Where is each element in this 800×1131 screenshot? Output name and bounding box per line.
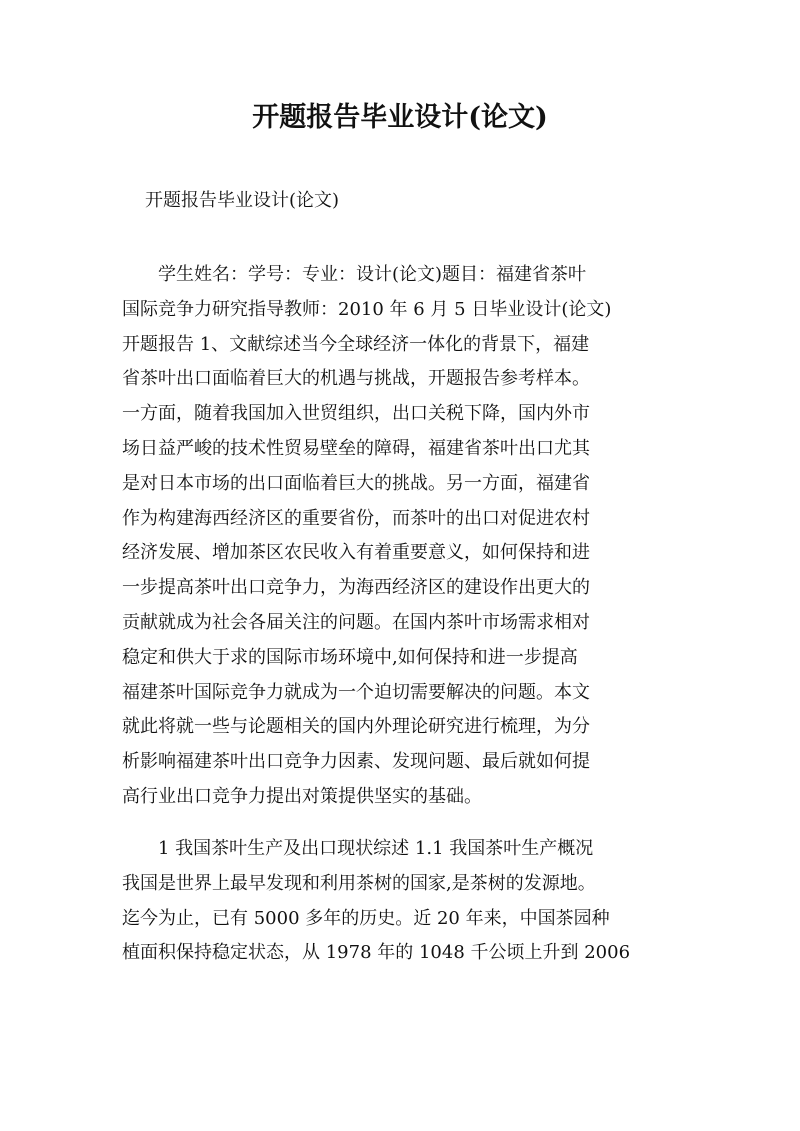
text-line: 高行业出口竞争力提出对策提供坚实的基础。 [122, 785, 482, 807]
text-line: 贡献就成为社会各届关注的问题。在国内茶叶市场需求相对 [122, 611, 590, 633]
text-line: 学生姓名：学号：专业：设计(论文)题目：福建省茶叶 [122, 264, 587, 285]
text-line: 省茶叶出口面临着巨大的机遇与挑战，开题报告参考样本。 [122, 368, 590, 390]
text-line: 作为构建海西经济区的重要省份，而茶叶的出口对促进农村 [122, 507, 590, 529]
paragraph-tea-production [122, 832, 682, 971]
text-line: 我国是世界上最早发现和利用茶树的国家,是茶树的发源地。 [122, 872, 596, 894]
text-line: 一步提高茶叶出口竞争力，为海西经济区的建设作出更大的 [122, 577, 590, 599]
text-line: 经济发展、增加茶区农民收入有着重要意义，如何保持和进 [122, 542, 590, 564]
document-subtitle: 开题报告毕业设计(论文) [145, 190, 340, 211]
text-line: 稳定和供大于求的国际市场环境中,如何保持和进一步提高 [122, 646, 578, 668]
document-title: 开题报告毕业设计(论文) [252, 102, 548, 133]
text-line: 开题报告 1、文献综述当今全球经济一体化的背景下，福建 [122, 333, 590, 355]
text-line: 1 我国茶叶生产及出口现状综述 1.1 我国茶叶生产概况 [122, 838, 594, 859]
paragraph-literature-review [122, 258, 682, 815]
text-line: 一方面，随着我国加入世贸组织，出口关税下降，国内外市 [122, 403, 590, 425]
text-line: 是对日本市场的出口面临着巨大的挑战。另一方面，福建省 [122, 472, 590, 494]
text-line: 福建茶叶国际竞争力就成为一个迫切需要解决的问题。本文 [122, 681, 590, 703]
text-line: 植面积保持稳定状态，从 1978 年的 1048 千公顷上升到 2006 [122, 942, 631, 964]
text-line: 场日益严峻的技术性贸易壁垒的障碍，福建省茶叶出口尤其 [122, 437, 590, 459]
text-line: 就此将就一些与论题相关的国内外理论研究进行梳理，为分 [122, 716, 590, 738]
text-line: 国际竞争力研究指导教师：2010 年 6 月 5 日毕业设计(论文) [122, 298, 612, 320]
text-line: 迄今为止，已有 5000 多年的历史。近 20 年来，中国茶园种 [122, 907, 610, 929]
text-line: 析影响福建茶叶出口竞争力因素、发现问题、最后就如何提 [122, 751, 590, 773]
